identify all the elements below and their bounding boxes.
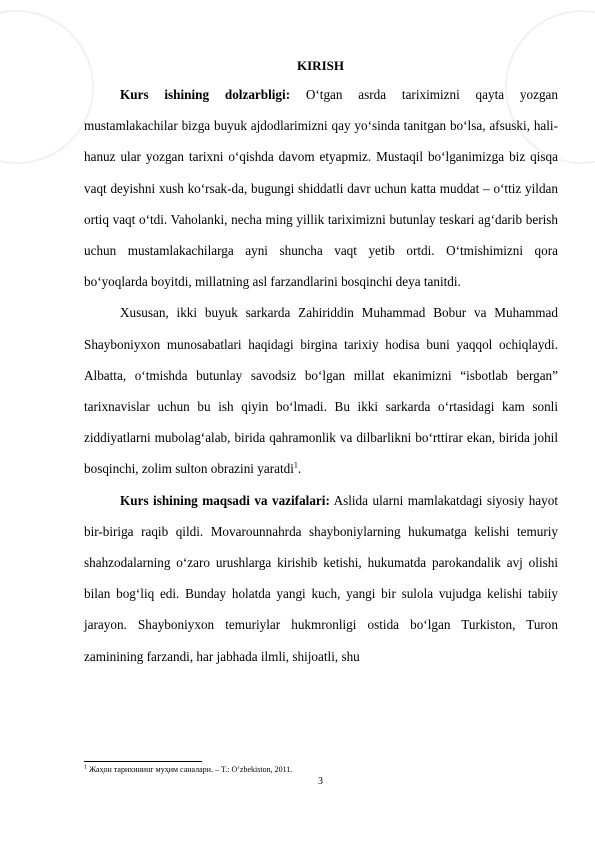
footnote-reference[interactable]: 1 xyxy=(293,461,298,471)
paragraph-2-text: Xususan, ikki buyuk sarkarda Zahiriddin Muhammad Bobur va Muhammad Shayboniyxon munosabatlari haqidagi birgina tarixiy hodisa buni yaqqol ochiqlaydi. Albatta, o‘tmishda butunlay savodsiz bo‘lgan millat ekanimizni “isbotlab bergan” tarixnavislar uchun bu ish qiyin bo‘lmadi. Bu ikki sarkarda o‘rtasidagi kam sonli ziddiyatlarni mubolag‘alab, birida qahramonlik va dilbarlikni bo‘rttirar ekan, birida johil bosqinchi, zolim sulton obrazini yaratdi xyxy=(84,305,558,477)
footnote-text: Жаҳон тарихининг муҳим саналари. – T.: O‘zbekiston, 2011. xyxy=(87,765,293,774)
body-text xyxy=(84,79,558,672)
page-number: 3 xyxy=(318,776,323,787)
paragraph-2-tail: . xyxy=(297,461,302,477)
watermark-circle-left xyxy=(0,10,94,164)
paragraph-3-text: Aslida ularni mamlakatdagi siyosiy hayot bir-biriga raqib qildi. Movarounnahrda shayboniylarning hukumatga kelishi temuriy shahzodalarning o‘zaro urushlarga kirishib ketishi, hukumatda parokandalik avj olishi bilan bog‘liq edi. Bunday holatda yangi kuch, yangi bir sulola vujudga kelishi tabiiy jarayon. Shayboniyxon temuriylar hukmronligi ostida bo‘lgan Turkiston, Turon zaminining farzandi, har jabhada ilmli, shijoatli, shu xyxy=(84,492,558,664)
paragraph-3-lead: Kurs ishining maqsadi va vazifalari: xyxy=(120,492,330,508)
paragraph-3 xyxy=(84,485,558,672)
footnote-divider xyxy=(84,761,202,762)
paragraph-1-text: O‘tgan asrda tariximizni qayta yozgan mustamlakachilar bizga buyuk ajdodlarimizni qay yo‘sinda tanitgan bo‘lsa, afsuski, hali-hanuz ular yozgan tarixni o‘qishda davom etyapmiz. Mustaqil bo‘lganimizga biz qisqa vaqt deyishni xush ko‘rsak-da, bugungi shiddatli davr uchun katta muddat – o‘ttiz yildan ortiq vaqt o‘tdi. Vaholanki, necha ming yillik tariximizni butunlay teskari ag‘darib berish uchun mustamlakachilarga ayni shuncha vaqt yetib ortdi. O‘tmishimizni qora bo‘yoqlarda boyitdi, millatning asl farzandlarini bosqinchi deya tanitdi. xyxy=(84,87,558,290)
paragraph-1-lead: Kurs ishining dolzarbligi: xyxy=(120,87,291,102)
paragraph-2 xyxy=(84,297,558,484)
page-title: KIRISH xyxy=(297,58,344,73)
footnote xyxy=(84,765,292,775)
paragraph-1 xyxy=(84,79,558,297)
footnote-mark: 1 xyxy=(84,764,87,771)
